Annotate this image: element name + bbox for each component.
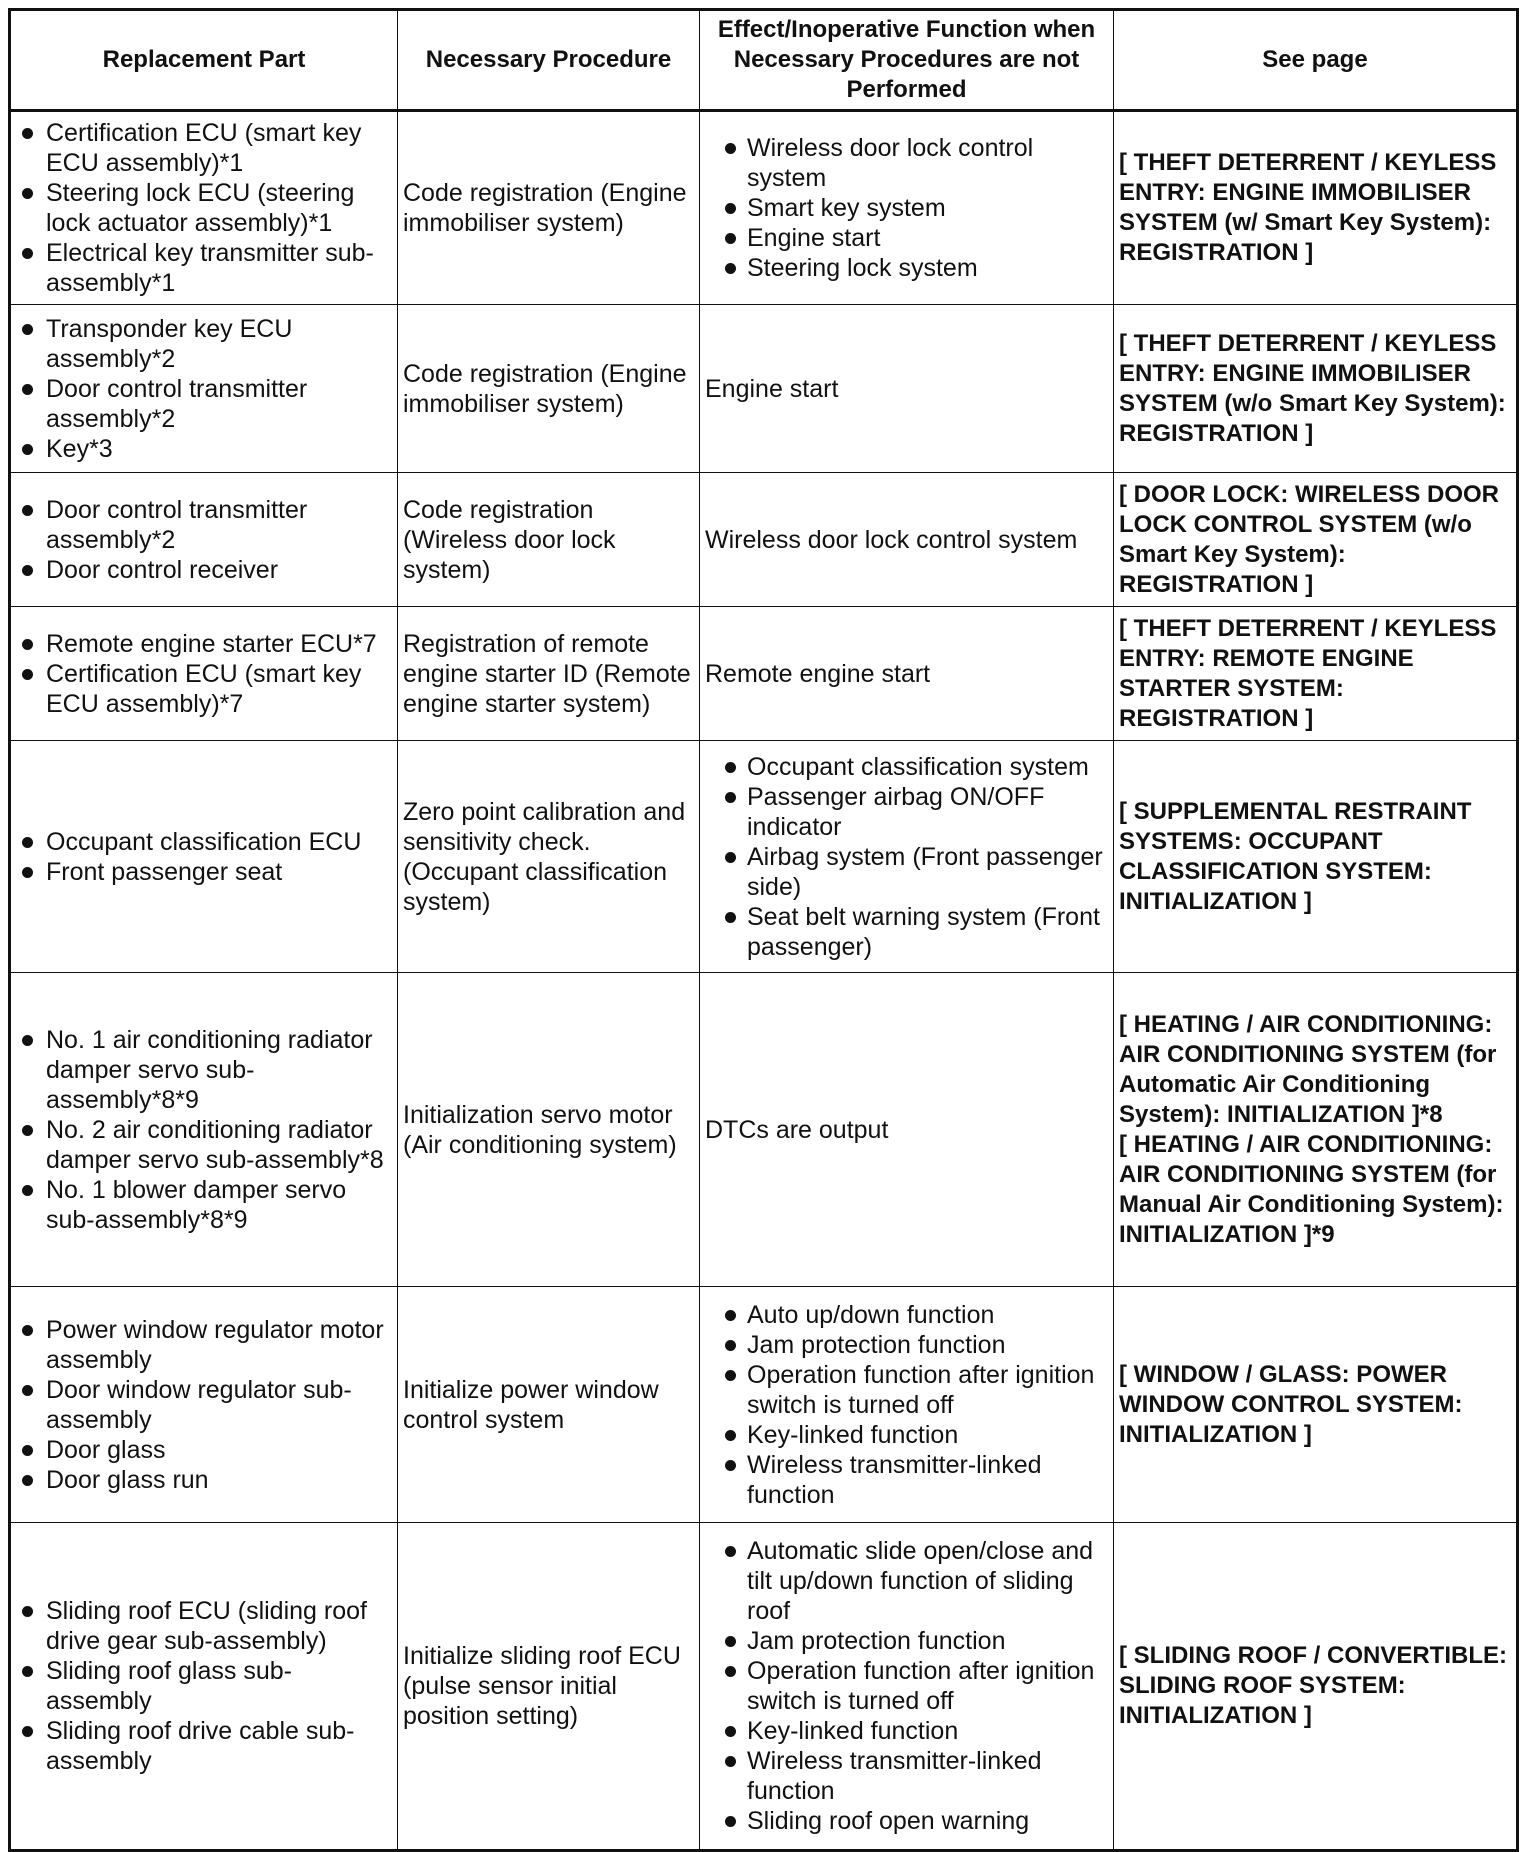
list-item: Door control transmitter assembly*2: [16, 495, 392, 555]
procedure-cell: Initialize power window control system: [398, 1287, 700, 1523]
list-item: Certification ECU (smart key ECU assembly)*1: [16, 118, 392, 178]
list-item: Key-linked function: [705, 1420, 1108, 1450]
replacement-parts-cell: [10, 111, 398, 305]
list-item: Steering lock system: [705, 253, 1108, 283]
list-item: Automatic slide open/close and tilt up/down function of sliding roof: [705, 1536, 1108, 1626]
list-item: No. 1 blower damper servo sub-assembly*8*9: [16, 1175, 392, 1235]
table-row: [10, 1287, 1518, 1523]
header-effect: Effect/Inoperative Function when Necessary Procedures are not Performed: [700, 10, 1114, 111]
list-item: Passenger airbag ON/OFF indicator: [705, 782, 1108, 842]
effect-cell: [700, 111, 1114, 305]
list-item: Wireless door lock control system: [705, 133, 1108, 193]
replacement-parts-cell: [10, 1287, 398, 1523]
see-page-cell: [ THEFT DETERRENT / KEYLESS ENTRY: ENGINE IMMOBILISER SYSTEM (w/ Smart Key System): REGISTRATION ]: [1114, 111, 1518, 305]
list-item: Sliding roof drive cable sub-assembly: [16, 1716, 392, 1776]
list-item: Door window regulator sub-assembly: [16, 1375, 392, 1435]
see-page-cell: [1114, 973, 1518, 1287]
list-item: No. 1 air conditioning radiator damper servo sub-assembly*8*9: [16, 1025, 392, 1115]
see-page-cell: [ WINDOW / GLASS: POWER WINDOW CONTROL SYSTEM: INITIALIZATION ]: [1114, 1287, 1518, 1523]
list-item: Airbag system (Front passenger side): [705, 842, 1108, 902]
list-item: Door control transmitter assembly*2: [16, 374, 392, 434]
table-row: [10, 1523, 1518, 1851]
procedure-cell: Code registration (Wireless door lock system): [398, 473, 700, 607]
table-row: [10, 305, 1518, 473]
list-item: Jam protection function: [705, 1626, 1108, 1656]
procedure-cell: Initialization servo motor (Air conditioning system): [398, 973, 700, 1287]
see-page-cell: [ THEFT DETERRENT / KEYLESS ENTRY: REMOTE ENGINE STARTER SYSTEM: REGISTRATION ]: [1114, 607, 1518, 741]
list-item: Operation function after ignition switch is turned off: [705, 1360, 1108, 1420]
procedure-table: [8, 8, 1519, 1852]
list-item: Steering lock ECU (steering lock actuator assembly)*1: [16, 178, 392, 238]
effect-cell: Wireless door lock control system: [700, 473, 1114, 607]
table-row: [10, 473, 1518, 607]
effect-cell: [700, 741, 1114, 973]
see-page-cell: [ SUPPLEMENTAL RESTRAINT SYSTEMS: OCCUPANT CLASSIFICATION SYSTEM: INITIALIZATION ]: [1114, 741, 1518, 973]
list-item: Door control receiver: [16, 555, 392, 585]
list-item: Remote engine starter ECU*7: [16, 629, 392, 659]
list-item: Seat belt warning system (Front passenger): [705, 902, 1108, 962]
header-necessary-procedure: Necessary Procedure: [398, 10, 700, 111]
header-see-page: See page: [1114, 10, 1518, 111]
header-replacement-part: Replacement Part: [10, 10, 398, 111]
procedure-cell: Initialize sliding roof ECU (pulse sensor initial position setting): [398, 1523, 700, 1851]
see-page-cell: [ SLIDING ROOF / CONVERTIBLE: SLIDING ROOF SYSTEM: INITIALIZATION ]: [1114, 1523, 1518, 1851]
list-item: Sliding roof ECU (sliding roof drive gear sub-assembly): [16, 1596, 392, 1656]
list-item: Power window regulator motor assembly: [16, 1315, 392, 1375]
replacement-parts-cell: [10, 305, 398, 473]
list-item: Operation function after ignition switch is turned off: [705, 1656, 1108, 1716]
see-page-reference: [ HEATING / AIR CONDITIONING: AIR CONDITIONING SYSTEM (for Automatic Air Conditioning System): INITIALIZATION ]*8: [1119, 1010, 1497, 1128]
list-item: Front passenger seat: [16, 857, 392, 887]
effect-cell: Engine start: [700, 305, 1114, 473]
list-item: Occupant classification system: [705, 752, 1108, 782]
list-item: Auto up/down function: [705, 1300, 1108, 1330]
list-item: Jam protection function: [705, 1330, 1108, 1360]
list-item: Engine start: [705, 223, 1108, 253]
effect-cell: [700, 1523, 1114, 1851]
replacement-parts-cell: [10, 607, 398, 741]
list-item: Transponder key ECU assembly*2: [16, 314, 392, 374]
table-row: [10, 111, 1518, 305]
list-item: Key*3: [16, 434, 392, 464]
list-item: No. 2 air conditioning radiator damper servo sub-assembly*8: [16, 1115, 392, 1175]
procedure-cell: Code registration (Engine immobiliser system): [398, 111, 700, 305]
header-row: [10, 10, 1518, 111]
list-item: Door glass: [16, 1435, 392, 1465]
effect-cell: Remote engine start: [700, 607, 1114, 741]
list-item: Key-linked function: [705, 1716, 1108, 1746]
procedure-cell: Registration of remote engine starter ID (Remote engine starter system): [398, 607, 700, 741]
list-item: Door glass run: [16, 1465, 392, 1495]
table-row: [10, 973, 1518, 1287]
list-item: Occupant classification ECU: [16, 827, 392, 857]
list-item: Sliding roof open warning: [705, 1806, 1108, 1836]
list-item: Sliding roof glass sub-assembly: [16, 1656, 392, 1716]
list-item: Electrical key transmitter sub-assembly*1: [16, 238, 392, 298]
procedure-cell: Code registration (Engine immobiliser system): [398, 305, 700, 473]
replacement-parts-cell: [10, 741, 398, 973]
replacement-parts-cell: [10, 973, 398, 1287]
see-page-cell: [ THEFT DETERRENT / KEYLESS ENTRY: ENGINE IMMOBILISER SYSTEM (w/o Smart Key System): REGISTRATION ]: [1114, 305, 1518, 473]
see-page-cell: [ DOOR LOCK: WIRELESS DOOR LOCK CONTROL SYSTEM (w/o Smart Key System): REGISTRATION ]: [1114, 473, 1518, 607]
see-page-reference: [ HEATING / AIR CONDITIONING: AIR CONDITIONING SYSTEM (for Manual Air Conditioning System): INITIALIZATION ]*9: [1119, 1130, 1504, 1248]
replacement-parts-cell: [10, 1523, 398, 1851]
procedure-cell: Zero point calibration and sensitivity check. (Occupant classification system): [398, 741, 700, 973]
effect-cell: DTCs are output: [700, 973, 1114, 1287]
list-item: Wireless transmitter-linked function: [705, 1746, 1108, 1806]
table-row: [10, 607, 1518, 741]
replacement-parts-cell: [10, 473, 398, 607]
list-item: Smart key system: [705, 193, 1108, 223]
table-row: [10, 741, 1518, 973]
list-item: Certification ECU (smart key ECU assembly)*7: [16, 659, 392, 719]
list-item: Wireless transmitter-linked function: [705, 1450, 1108, 1510]
effect-cell: [700, 1287, 1114, 1523]
